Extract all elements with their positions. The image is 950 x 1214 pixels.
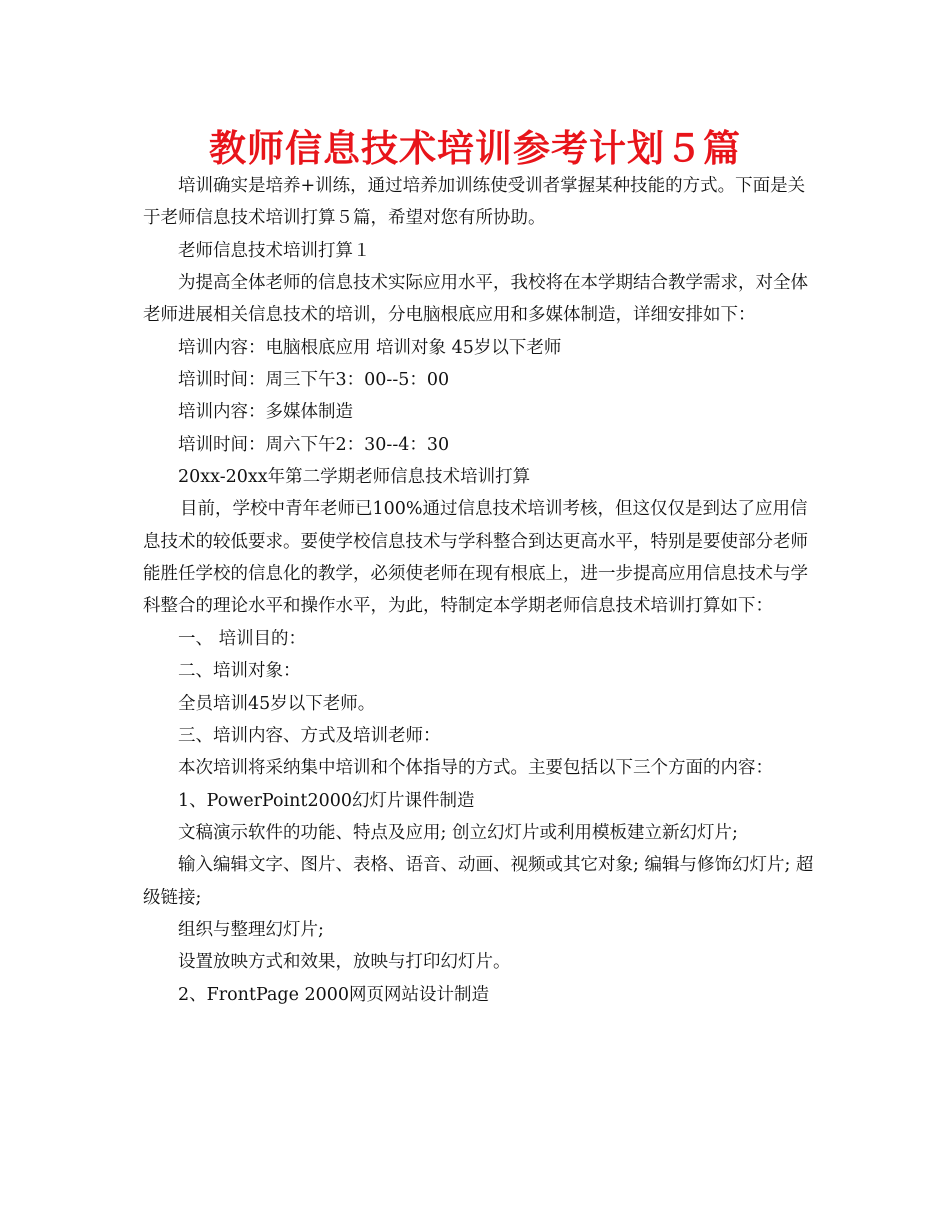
plan-1-paragraph: 为提高全体老师的信息技术实际应用水平，我校将在本学期结合教学需求，对全体老师进展相关信息技术的培训，分电脑根底应用和多媒体制造，详细安排如下：: [143, 273, 808, 326]
training-content-line: 培训内容：多媒体制造: [178, 402, 353, 423]
training-time-line: 培训时间：周三下午3：00--5：00: [178, 370, 450, 391]
list-item-content: 三、培训内容、方式及培训老师：: [178, 725, 441, 746]
intro-paragraph: 培训确实是培养+训练，通过培养加训练使受训者掌握某种技能的方式。下面是关于老师信息技术培训打算５篇，希望对您有所协助。: [143, 176, 806, 229]
frontpage-heading: 2、FrontPage 2000网页网站设计制造: [178, 984, 490, 1005]
content-intro: 本次培训将采纳集中培训和个体指导的方式。主要包括以下三个方面的内容：: [178, 758, 773, 779]
training-content-line: 培训内容：电脑根底应用 培训对象 45岁以下老师: [178, 337, 562, 358]
list-item-purpose: 一、 培训目的：: [178, 628, 307, 649]
powerpoint-item: 输入编辑文字、图片、表格、语音、动画、视频或其它对象; 编辑与修饰幻灯片; 超级链接;: [143, 855, 814, 908]
powerpoint-heading: 1、PowerPoint2000幻灯片课件制造: [178, 790, 475, 811]
powerpoint-item: 设置放映方式和效果，放映与打印幻灯片。: [178, 952, 511, 973]
semester-plan-heading: 20xx-20xx年第二学期老师信息技术培训打算: [178, 467, 531, 488]
semester-plan-paragraph: 目前，学校中青年老师已100%通过信息技术培训考核，但这仅仅是到达了应用信息技术的较低要求。要使学校信息技术与学科整合到达更高水平，特别是要使部分老师能胜任学校的信息化的教学，必须使老师在现有根底上，进一步提高应用信息技术与学科整合的理论水平和操作水平，为此，特制定本学期老师信息技术培训打算如下：: [143, 499, 808, 617]
document-body: [143, 170, 815, 1011]
section-heading-plan-1: 老师信息技术培训打算１: [178, 240, 371, 261]
list-item-audience: 二、培训对象：: [178, 661, 301, 682]
training-time-line: 培训时间：周六下午2：30--4：30: [178, 434, 450, 455]
powerpoint-item: 组织与整理幻灯片;: [178, 919, 324, 940]
audience-detail: 全员培训45岁以下老师。: [178, 693, 376, 714]
document-title: 教师信息技术培训参考计划５篇: [209, 127, 741, 170]
powerpoint-item: 文稿演示软件的功能、特点及应用; 创立幻灯片或利用模板建立新幻灯片;: [178, 822, 738, 843]
